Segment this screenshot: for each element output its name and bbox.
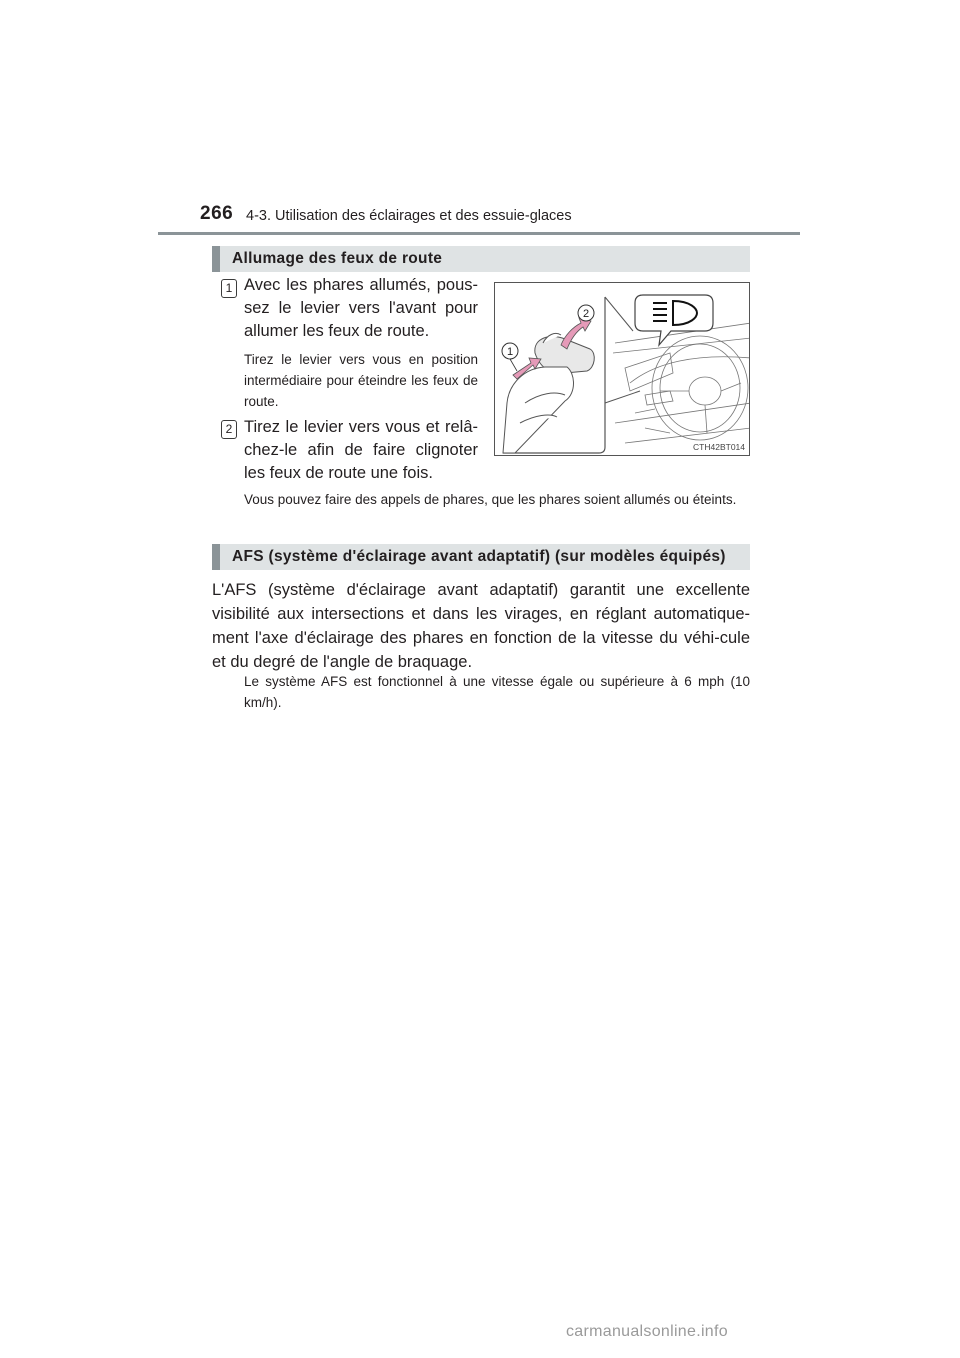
section-heading-high-beam [212, 246, 750, 272]
step-1-text: Avec les phares allumés, pous-sez le levier vers l'avant pour allumer les feux de route. [244, 276, 478, 340]
section-title: AFS (système d'éclairage avant adaptatif) (sur modèles équipés) [232, 548, 726, 565]
callout-1: 1 [506, 346, 514, 358]
section-heading-afs [212, 544, 750, 570]
section-title: Allumage des feux de route [232, 250, 443, 267]
watermark: carmanualsonline.info [566, 1323, 728, 1340]
header-rule [158, 232, 800, 235]
chapter-title: 4-3. Utilisation des éclairages et des essuie-glaces [246, 208, 572, 224]
page-number: 266 [200, 203, 234, 224]
step-1-note: Tirez le levier vers vous en position intermédiaire pour éteindre les feux de route. [244, 352, 478, 409]
illustration-code: CTH42BT014 [693, 442, 745, 452]
callout-2: 2 [582, 308, 590, 320]
lever-diagram [495, 283, 750, 456]
step-2-text: Tirez le levier vers vous et relâ-chez-le afin de faire clignoter les feux de route une fois. [244, 418, 478, 482]
step-2-note: Vous pouvez faire des appels de phares, que les phares soient allumés ou éteints. [244, 492, 737, 507]
lever-illustration [494, 282, 750, 456]
step-badge-2: 2 [221, 420, 237, 439]
afs-body-text: L'AFS (système d'éclairage avant adaptatif) garantit une excellente visibilité aux intersections et dans les virages, en réglant automatique-ment l'axe d'éclairage des phares en fonction de la vitesse du véhi-cule et du degré de l'angle de braquage. [212, 581, 750, 671]
step-badge-1: 1 [221, 279, 237, 298]
afs-note: Le système AFS est fonctionnel à une vitesse égale ou supérieure à 6 mph (10 km/h). [244, 674, 750, 710]
